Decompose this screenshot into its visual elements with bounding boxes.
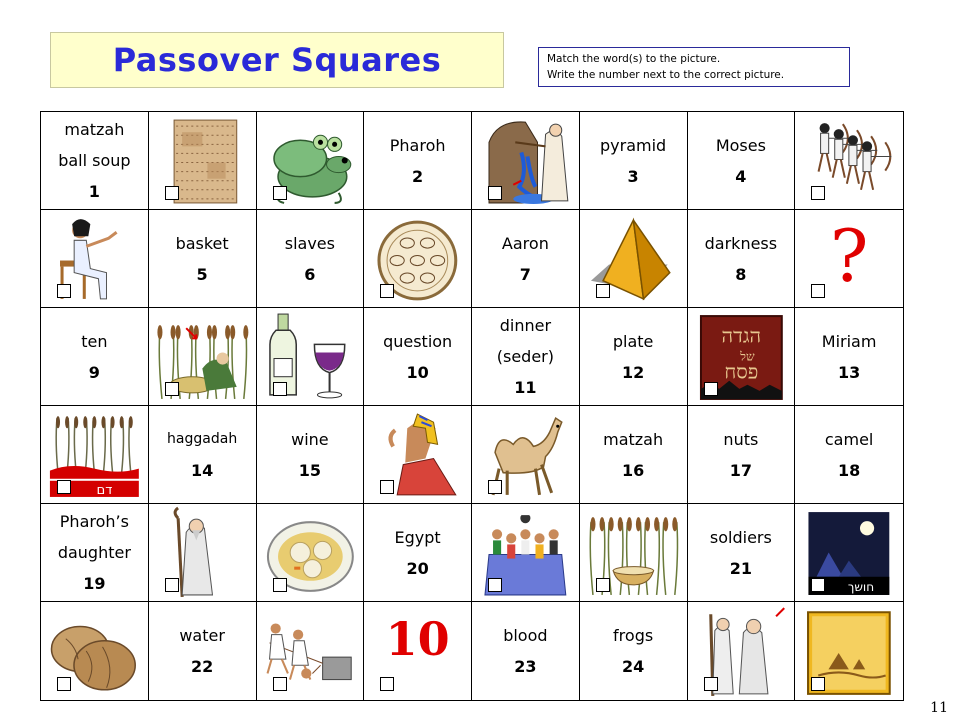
svg-text:פסח: פסח — [723, 359, 758, 384]
answer-box[interactable] — [704, 677, 718, 691]
picture-square — [257, 602, 365, 700]
svg-text:דם: דם — [96, 482, 113, 498]
word-number: 22 — [190, 657, 214, 676]
instruction-line: Match the word(s) to the picture. — [547, 53, 721, 65]
word-square — [472, 308, 580, 406]
word-square — [580, 308, 688, 406]
word-number: 14 — [190, 460, 214, 480]
answer-box[interactable] — [273, 578, 287, 592]
word-number: 21 — [729, 558, 752, 578]
word-square — [688, 210, 796, 308]
picture-square — [149, 308, 257, 406]
picture-square — [149, 504, 257, 602]
word-label: wine — [291, 429, 329, 449]
picture-square — [472, 504, 580, 602]
word-label: water — [179, 626, 225, 645]
word-label: Egypt — [394, 527, 441, 547]
question-mark-text: ? — [829, 214, 869, 298]
word-square — [795, 406, 903, 504]
answer-box[interactable] — [57, 284, 71, 298]
picture-square — [257, 308, 365, 406]
word-square — [41, 504, 149, 602]
picture-square — [41, 210, 149, 308]
picture-square — [795, 602, 903, 700]
word-square — [795, 308, 903, 406]
word-number: 17 — [729, 460, 752, 480]
word-number: 18 — [837, 460, 861, 480]
answer-box[interactable] — [488, 578, 502, 592]
picture-square — [257, 112, 365, 210]
word-square — [364, 308, 472, 406]
answer-box[interactable] — [273, 382, 287, 396]
word-label: Aaron — [501, 233, 549, 253]
word-label: pyramid — [600, 135, 667, 155]
word-label: Miriam — [821, 331, 877, 351]
answer-box[interactable] — [273, 186, 287, 200]
word-label: haggadah — [167, 430, 238, 447]
picture-square — [472, 406, 580, 504]
word-number: 3 — [627, 166, 639, 186]
word-square — [580, 112, 688, 210]
word-square — [149, 406, 257, 504]
word-label: darkness — [704, 233, 778, 253]
word-label: slaves — [284, 233, 335, 253]
word-label: question — [383, 331, 453, 351]
answer-box[interactable] — [165, 578, 179, 592]
puzzle-grid — [40, 111, 904, 701]
word-number: 15 — [298, 460, 321, 480]
word-label: plate — [612, 331, 654, 351]
picture-square — [364, 602, 472, 700]
word-number: 1 — [88, 182, 100, 201]
word-label: Pharoh — [389, 135, 446, 155]
word-number: 7 — [519, 264, 531, 284]
word-square — [472, 602, 580, 700]
word-number: 23 — [514, 657, 537, 676]
answer-box[interactable] — [273, 677, 287, 691]
word-number: 19 — [83, 574, 106, 593]
word-label: nuts — [723, 429, 759, 449]
word-square — [364, 504, 472, 602]
answer-box[interactable] — [596, 284, 610, 298]
word-square — [41, 308, 149, 406]
picture-square — [580, 504, 688, 602]
instructions-box — [538, 47, 850, 87]
answer-box[interactable] — [596, 578, 610, 592]
word-label: blood — [503, 626, 548, 645]
picture-square — [472, 112, 580, 210]
word-label: ball soup — [58, 151, 131, 170]
word-number: 16 — [621, 460, 645, 480]
word-label: camel — [824, 429, 874, 449]
word-label: ten — [81, 331, 108, 351]
word-number: 8 — [735, 264, 747, 284]
word-label: Moses — [715, 135, 766, 155]
title-banner — [50, 32, 504, 88]
word-square — [580, 602, 688, 700]
picture-square — [795, 210, 903, 308]
instruction-line: Write the number next to the correct picture. — [547, 69, 785, 81]
answer-box[interactable] — [380, 480, 394, 494]
word-number: 6 — [304, 264, 316, 284]
picture-square — [364, 210, 472, 308]
number-ten-text: 10 — [385, 612, 450, 666]
word-number: 24 — [621, 657, 645, 676]
word-square — [257, 210, 365, 308]
picture-square — [364, 406, 472, 504]
haggadah-hebrew-text: הגדה — [721, 323, 761, 348]
word-label: frogs — [613, 626, 654, 645]
word-square — [472, 210, 580, 308]
word-square — [688, 112, 796, 210]
word-square — [364, 112, 472, 210]
word-number: 11 — [514, 378, 537, 397]
svg-text:חושך: חושך — [848, 579, 875, 594]
answer-box[interactable] — [380, 284, 394, 298]
picture-square — [688, 308, 796, 406]
picture-square — [688, 602, 796, 700]
word-number: 9 — [88, 362, 100, 382]
answer-box[interactable] — [165, 382, 179, 396]
picture-square — [257, 504, 365, 602]
word-number: 13 — [837, 362, 861, 382]
answer-box[interactable] — [488, 480, 502, 494]
answer-box[interactable] — [57, 677, 71, 691]
answer-box[interactable] — [811, 578, 825, 592]
page-number: 11 — [930, 700, 948, 716]
picture-square — [580, 210, 688, 308]
svg-text:של: של — [739, 349, 755, 364]
word-number: 2 — [412, 166, 424, 186]
word-number: 20 — [406, 558, 429, 578]
word-label: Pharoh’s — [59, 512, 129, 531]
word-label: matzah — [64, 120, 125, 139]
page-title: Passover Squares — [112, 41, 442, 79]
word-number: 5 — [196, 264, 208, 284]
answer-box[interactable] — [811, 677, 825, 691]
word-square — [688, 406, 796, 504]
picture-square — [795, 504, 903, 602]
word-label: soldiers — [709, 527, 772, 547]
answer-box[interactable] — [380, 677, 394, 691]
picture-square — [149, 112, 257, 210]
picture-square — [795, 112, 903, 210]
word-number: 4 — [735, 166, 747, 186]
answer-box[interactable] — [811, 284, 825, 298]
word-square — [149, 602, 257, 700]
picture-square — [41, 406, 149, 504]
word-number: 12 — [621, 362, 645, 382]
word-number: 10 — [406, 362, 429, 382]
word-square — [41, 112, 149, 210]
answer-box[interactable] — [811, 186, 825, 200]
word-square — [688, 504, 796, 602]
word-square — [257, 406, 365, 504]
word-square — [149, 210, 257, 308]
answer-box[interactable] — [165, 186, 179, 200]
answer-box[interactable] — [57, 480, 71, 494]
word-label: basket — [175, 233, 229, 253]
word-label: matzah — [603, 429, 664, 449]
answer-box[interactable] — [488, 186, 502, 200]
word-label: daughter — [57, 543, 131, 562]
word-square — [580, 406, 688, 504]
picture-square — [41, 602, 149, 700]
answer-box[interactable] — [704, 382, 718, 396]
word-label: dinner — [499, 316, 552, 335]
word-label: (seder) — [496, 347, 554, 366]
